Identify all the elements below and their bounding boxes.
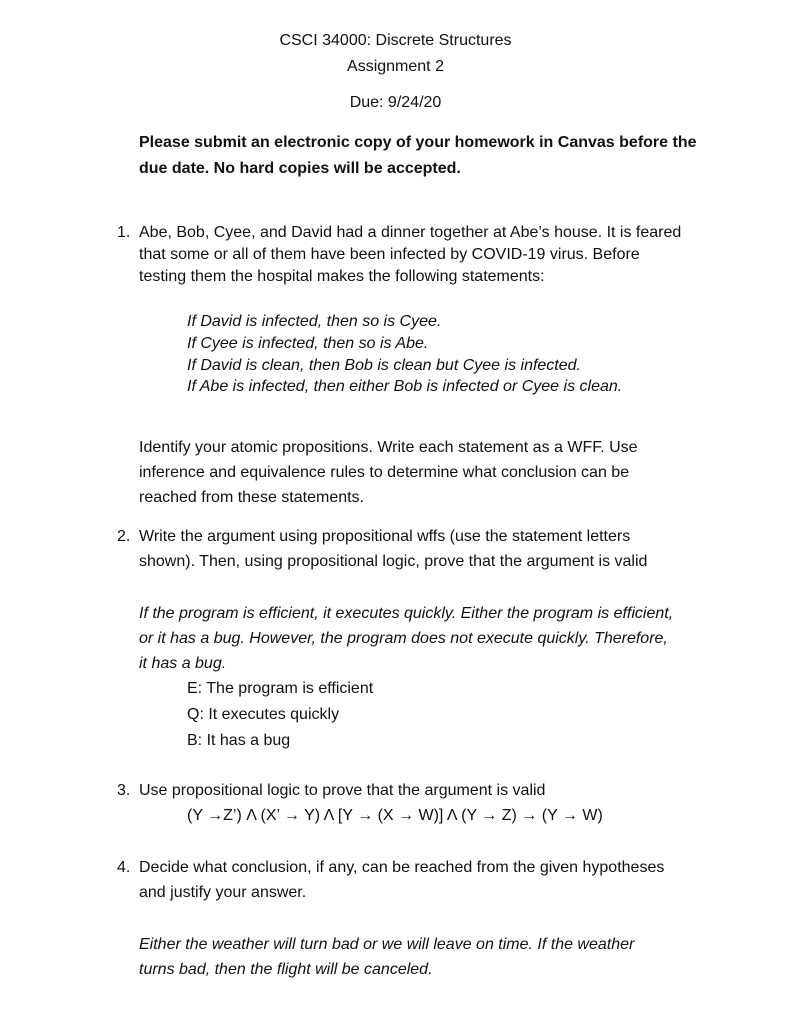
q2-letter: Q: It executes quickly (187, 706, 340, 723)
assignment-title: Assignment 2 (347, 58, 444, 75)
q1-statement: If Cyee is infected, then so is Abe. (187, 335, 429, 352)
question-number: 1. (117, 224, 131, 241)
q2-argument-line: If the program is efficient, it executes quickly. Either the program is efficient, (139, 605, 674, 622)
q1-intro-line: that some or all of them have been infected by COVID-19 virus. Before (139, 246, 640, 263)
q1-intro-line: Abe, Bob, Cyee, and David had a dinner together at Abe’s house. It is feared (139, 224, 682, 241)
q3-formula: (Y →Z’) Λ (X’ → Y) Λ [Y → (X → W)] Λ (Y → Z) → (Y → W) (187, 807, 603, 824)
notice-line: Please submit an electronic copy of your homework in Canvas before the (139, 134, 697, 151)
question-number: 4. (117, 859, 131, 876)
q4-intro-line: Decide what conclusion, if any, can be reached from the given hypotheses (139, 859, 665, 876)
q1-intro-line: testing them the hospital makes the following statements: (139, 268, 545, 285)
q2-argument-line: it has a bug. (139, 655, 227, 672)
due-date: Due: 9/24/20 (349, 94, 442, 111)
q1-statement: If Abe is infected, then either Bob is infected or Cyee is clean. (187, 378, 623, 395)
question-number: 2. (117, 528, 131, 545)
q4-intro-line: and justify your answer. (139, 884, 307, 901)
q2-argument-line: or it has a bug. However, the program does not execute quickly. Therefore, (139, 630, 668, 647)
q2-letter: B: It has a bug (187, 732, 291, 749)
q2-letter: E: The program is efficient (187, 680, 374, 697)
q2-intro-line: Write the argument using propositional wffs (use the statement letters (139, 528, 631, 545)
course-title: CSCI 34000: Discrete Structures (279, 32, 512, 49)
q1-statement: If David is infected, then so is Cyee. (187, 313, 442, 330)
q4-argument-line: Either the weather will turn bad or we will leave on time. If the weather (139, 936, 635, 953)
q1-task-line: inference and equivalence rules to determine what conclusion can be (139, 464, 630, 481)
question-number: 3. (117, 782, 131, 799)
q4-argument-line: turns bad, then the flight will be canceled. (139, 961, 433, 978)
q1-task-line: reached from these statements. (139, 489, 364, 506)
notice-line: due date. No hard copies will be accepted. (139, 160, 461, 177)
q3-intro: Use propositional logic to prove that the argument is valid (139, 782, 546, 799)
q1-task-line: Identify your atomic propositions. Write each statement as a WFF. Use (139, 439, 638, 456)
q1-statement: If David is clean, then Bob is clean but Cyee is infected. (187, 357, 581, 374)
q2-intro-line: shown). Then, using propositional logic, prove that the argument is valid (139, 553, 648, 570)
